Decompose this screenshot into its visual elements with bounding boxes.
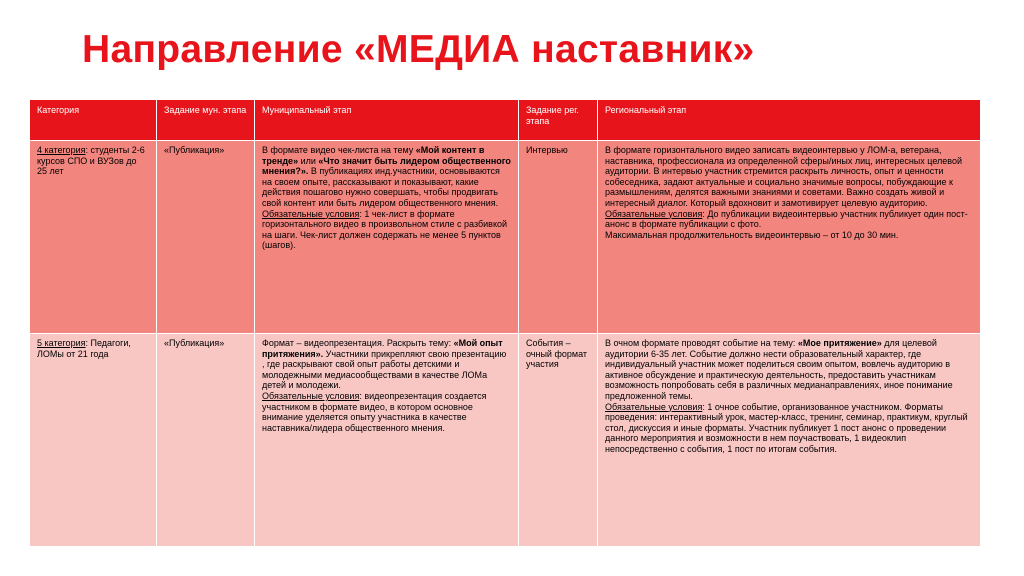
mun-stage-or: или	[298, 155, 319, 166]
reg-stage-cell	[598, 141, 981, 334]
mun-stage-cell	[255, 141, 519, 334]
category-description: : Педагоги, ЛОМы от 21 года	[37, 338, 131, 359]
reg-stage-cell	[598, 334, 981, 547]
mun-stage-intro: В формате видео чек-листа на тему	[262, 145, 416, 155]
table-header-row	[30, 100, 981, 141]
slide-title: Направление «МЕДИА наставник»	[82, 28, 755, 71]
reg-stage-intro: В очном формате проводят событие на тему:	[605, 338, 798, 348]
mun-stage-topic-1: «Мой контент в тренде»	[262, 145, 485, 166]
mun-task-cell: «Публикация»	[157, 334, 255, 547]
reg-stage-topic: «Мое притяжение»	[797, 338, 882, 348]
mun-stage-text: В публикациях инд.участники, основываются на своем опыте, рассказывают и показывают, какие действия пошагово нужно совершать, чтобы продвигать свой контент или быть лидером общественного мнения.	[262, 166, 500, 208]
reg-task-cell: Интервью	[519, 141, 598, 334]
mun-stage-conditions-text: : видеопрезентация создается участником в формате видео, в котором основное внимание уделяется опыту участника в качестве наставника/лидера общественного мнения.	[262, 390, 487, 433]
reg-stage-conditions-text: : До публикации видеоинтервью участник публикует один пост-анонс в формате публикации с фото.	[605, 208, 968, 230]
mun-task-cell: «Публикация»	[157, 141, 255, 334]
mun-stage-topic-1: «Мой опыт притяжения».	[262, 338, 503, 359]
category-label: 5 категория	[37, 338, 86, 348]
mun-stage-conditions-label: Обязательные условия	[262, 390, 360, 401]
header-mun-stage: Муниципальный этап	[255, 100, 519, 141]
mun-stage-cell	[255, 334, 519, 547]
table-row	[30, 334, 981, 547]
header-mun-task: Задание мун. этапа	[157, 100, 255, 141]
mun-stage-text: Участники прикрепляют свою презентацию , где раскрывают свой опыт работы детскими и молодежными медиасообществами в качестве ЛОМа детей и молодежи.	[262, 348, 507, 391]
mun-stage-conditions-label: Обязательные условия	[262, 208, 360, 219]
reg-stage-text: В формате горизонтального видео записать видеоинтервью у ЛОМ-а, ветерана, наставника, профессионала из определенной сферы/иных лиц, интересных целевой аудитории. В интервью участник стремится раскрыть личность, опыт и ценности собеседника, задают актуальные и социально значимые вопросы, побуждающие к размышлениям, делятся важными знаниями и советами. Важно создать живой и интересный диалог. Который вдохновит и замотивирует целевую аудиторию.	[605, 145, 963, 208]
reg-stage-conditions-label: Обязательные условия	[605, 208, 703, 219]
reg-stage-duration: Максимальная продолжительность видеоинтервью – от 10 до 30 мин.	[605, 229, 899, 240]
header-reg-task: Задание рег. этапа	[519, 100, 598, 141]
mun-stage-intro: Формат – видеопрезентация. Раскрыть тему:	[262, 338, 454, 348]
reg-task-cell: События – очный формат участия	[519, 334, 598, 547]
reg-stage-text: для целевой аудитории 6-35 лет. Событие должно нести образовательный характер, где индивидуальный участник может поделиться своим опытом, вовлечь аудиторию в активное обсуждение и практическую деятельность, предоставить участникам возможность попробовать себя в различных медианаправлениях, иное понимание предложенной темы.	[605, 338, 953, 401]
reg-stage-conditions-label: Обязательные условия	[605, 401, 703, 412]
table-row	[30, 141, 981, 334]
category-description: : студенты 2-6 курсов СПО и ВУЗов до 25 лет	[37, 145, 145, 177]
header-category: Категория	[30, 100, 157, 141]
category-label: 4 категория	[37, 145, 86, 155]
category-cell	[30, 141, 157, 334]
category-cell	[30, 334, 157, 547]
mun-stage-conditions-text: : 1 чек-лист в формате горизонтального видео в произвольном стиле с разбивкой на шаги. Чек-лист должен содержать не менее 5 пунктов (шагов).	[262, 208, 508, 251]
media-mentor-table	[29, 99, 981, 547]
reg-stage-conditions-text: : 1 очное событие, организованное участником. Форматы проведения: интерактивный урок, мастер-класс, тренинг, семинар, практикум, круглый стол, дискуссия и иные форматы. Участник публикует 1 пост анонс о проведении данного мероприятия и возможности в нем поучаствовать, 1 видеоклип непосредственно с события, 1 пост по итогам события.	[605, 401, 968, 454]
mun-stage-topic-2: «Что значит быть лидером общественного мнения?».	[262, 155, 511, 177]
header-reg-stage: Региональный этап	[598, 100, 981, 141]
